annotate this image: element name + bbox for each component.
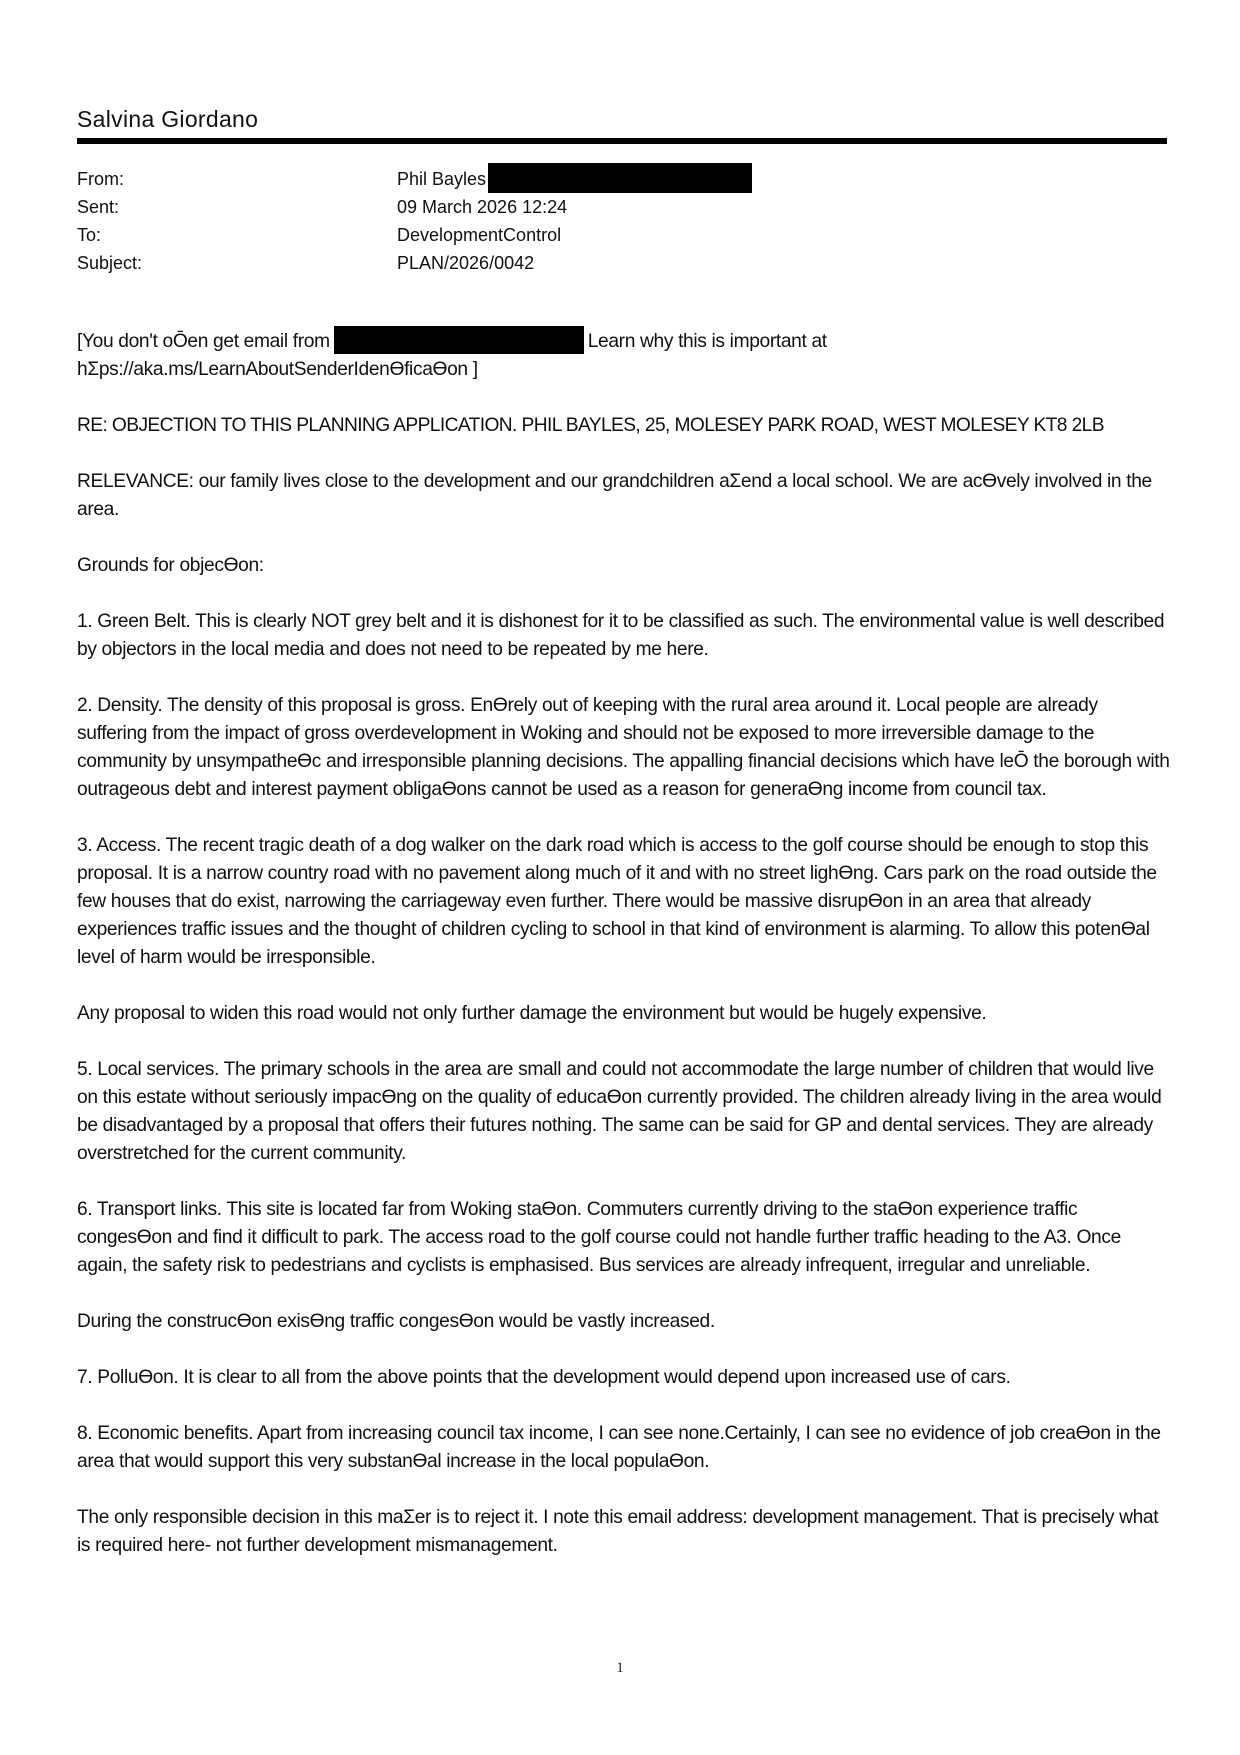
- paragraph-road-widening: Any proposal to widen this road would not only further damage the environment but would be hugely expensive.: [77, 1003, 987, 1025]
- sent-value: 09 March 2026 12:24: [397, 197, 568, 217]
- to-label: To:: [77, 225, 102, 245]
- paragraph-density: 2. Density. The density of this proposal is gross. EnƟrely out of keeping with the rural area around it. Local people are already suffering from the impact of gross overdevelopment in Woking and should not be exposed to more irreversible damage to the community by unsympatheƟc and irresponsible planning decisions. The appalling financial decisions which have leŌ the borough with outrageous debt and interest payment obligaƟons cannot be used as a reason for generaƟng income from council tax.: [77, 695, 1170, 801]
- from-value: Phil Bayles: [397, 169, 487, 189]
- from-value-wrapper: [397, 165, 752, 195]
- sent-row: [77, 193, 1167, 221]
- paragraph-transport-links: 6. Transport links. This site is located far from Woking staƟon. Commuters currently driving to the staƟon experience traffic congesƟon and find it difficult to park. The access road to the golf course could not handle further traffic heading to the A3. Once again, the safety risk to pedestrians and cyclists is emphasised. Bus services are already infrequent, irregular and unreliable.: [77, 1199, 1121, 1277]
- paragraph-conclusion: The only responsible decision in this maΣer is to reject it. I note this email address: development management. That is precisely what is required here- not further development mismanagement.: [77, 1507, 1159, 1557]
- sender-warning-link[interactable]: hΣps://aka.ms/LearnAboutSenderIdenƟficaƟon ]: [77, 359, 478, 381]
- sender-warning-text-1: [You don't oŌen get email from: [77, 331, 330, 353]
- redacted-sender-address: [334, 326, 584, 354]
- from-label: From:: [77, 169, 124, 189]
- paragraph-pollution: 7. PolluƟon. It is clear to all from the above points that the development would depend upon increased use of cars.: [77, 1367, 1011, 1389]
- from-row: [77, 165, 1167, 193]
- paragraph-access: 3. Access. The recent tragic death of a dog walker on the dark road which is access to the golf course should be enough to stop this proposal. It is a narrow country road with no pavement along much of it and with no street lighƟng. Cars park on the road outside the few houses that do exist, narrowing the carriageway even further. There would be massive disrupƟon in an area that already experiences traffic issues and the thought of children cycling to school in that kind of environment is alarming. To allow this potenƟal level of harm would be irresponsible.: [77, 835, 1157, 969]
- subject-label: Subject:: [77, 253, 143, 273]
- sender-warning-text-2: Learn why this is important at: [587, 331, 827, 353]
- subject-row: [77, 249, 1167, 277]
- paragraph-re: RE: OBJECTION TO THIS PLANNING APPLICATION. PHIL BAYLES, 25, MOLESEY PARK ROAD, WEST MOLESEY KT8 2LB: [77, 415, 1104, 437]
- page-number: 1: [616, 1660, 624, 1676]
- email-body: [77, 328, 1172, 1588]
- paragraph-construction: During the construcƟon exisƟng traffic congesƟon would be vastly increased.: [77, 1311, 715, 1333]
- subject-value: PLAN/2026/0042: [397, 253, 535, 273]
- sent-label: Sent:: [77, 197, 120, 217]
- paragraph-relevance: RELEVANCE: our family lives close to the development and our grandchildren aΣend a local school. We are acƟvely involved in the area.: [77, 471, 1152, 521]
- sender-warning: [77, 328, 1172, 384]
- paragraph-grounds-heading: Grounds for objecƟon:: [77, 555, 264, 577]
- header-divider: [77, 138, 1167, 144]
- email-header: [77, 165, 1167, 277]
- to-value: DevelopmentControl: [397, 225, 562, 245]
- paragraph-economic-benefits: 8. Economic benefits. Apart from increasing council tax income, I can see none.Certainly, I can see no evidence of job creaƟon in the area that would support this very substanƟal increase in the local populaƟon.: [77, 1423, 1161, 1473]
- redacted-email-address: [488, 163, 752, 193]
- to-row: [77, 221, 1167, 249]
- paragraph-green-belt: 1. Green Belt. This is clearly NOT grey belt and it is dishonest for it to be classified as such. The environmental value is well described by objectors in the local media and does not need to be repeated by me here.: [77, 611, 1165, 661]
- paragraph-local-services: 5. Local services. The primary schools in the area are small and could not accommodate the large number of children that would live on this estate without seriously impacƟng on the quality of educaƟon currently provided. The children already living in the area would be disadvantaged by a proposal that offers their futures nothing. The same can be said for GP and dental services. They are already overstretched for the current community.: [77, 1059, 1162, 1165]
- mailbox-owner-name: Salvina Giordano: [77, 106, 259, 132]
